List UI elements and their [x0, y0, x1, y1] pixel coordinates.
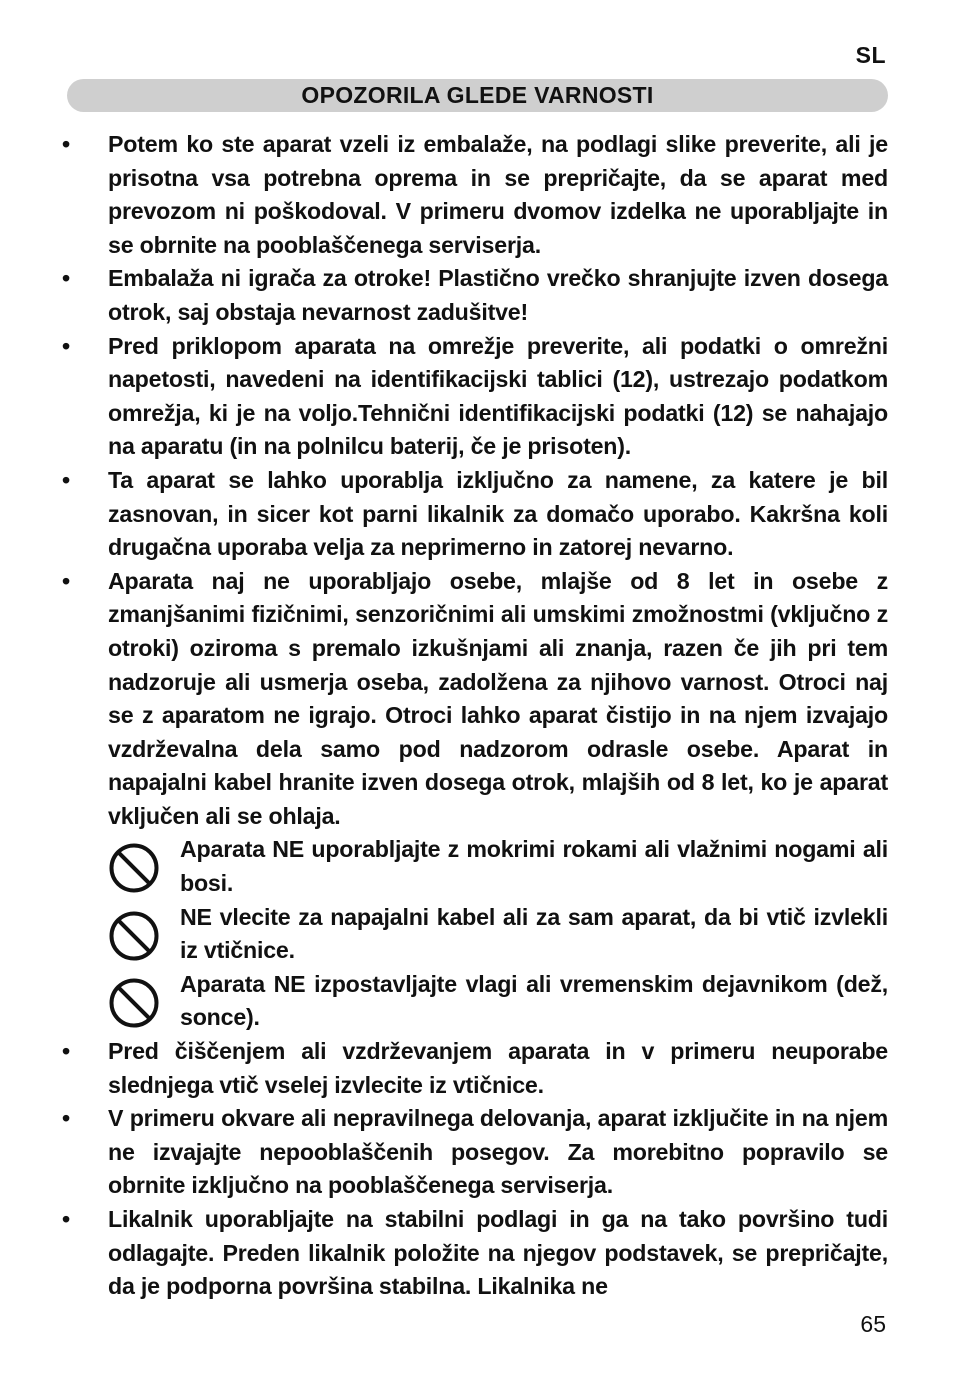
list-item-text: Pred čiščenjem ali vzdrževanjem aparata in v primeru neuporabe slednjega vtič vselej izvlecite iz vtičnice. [108, 1038, 888, 1098]
prohibition-icon [108, 968, 180, 1035]
list-item [62, 1203, 888, 1304]
prohibition-item [108, 901, 888, 968]
list-item [62, 464, 888, 565]
list-item [62, 262, 888, 329]
bullet: • [62, 567, 71, 594]
list-item-text: Likalnik uporabljajte na stabilni podlagi in ga na tako površino tudi odlagajte. Preden likalnik položite na njegov podstavek, se prepričajte, da je podporna površina stabilna. Likalnika ne [108, 1206, 888, 1300]
list-item [62, 128, 888, 262]
list-item [62, 1035, 888, 1102]
bullet: • [62, 332, 71, 359]
prohibition-item [108, 833, 888, 900]
list-item-text: Pred priklopom aparata na omrežje preverite, ali podatki o omrežni napetosti, navedeni na identifikacijski tablici (12), ustrezajo podatkom omrežja, ki je na voljo.Tehnični identifikacijski podatki (12) se nahajajo na aparatu (in na polnilcu baterij, če je prisoten). [108, 332, 888, 460]
language-code: SL [855, 42, 886, 68]
prohibition-icon [108, 901, 180, 968]
bullet: • [62, 1105, 71, 1132]
safety-warnings-list [62, 128, 888, 1304]
bullet: • [62, 1206, 71, 1232]
page-number: 65 [860, 1311, 886, 1337]
list-item-text: Ta aparat se lahko uporablja izključno za namene, za katere je bil zasnovan, in sicer kot parni likalnik za domačo uporabo. Kakršna koli drugačna uporaba velja za neprimerno in zatorej nevarno. [108, 466, 888, 561]
list-item [62, 565, 888, 834]
list-item-text: Embalaža ni igrača za otroke! Plastično vrečko shranjujte izven dosega otrok, saj obstaja nevarnost zadušitve! [108, 265, 888, 325]
section-title: OPOZORILA GLEDE VARNOSTI [301, 82, 654, 108]
section-title-bar [67, 79, 888, 112]
prohibition-text: NE vlecite za napajalni kabel ali za sam aparat, da bi vtič izvlekli iz vtičnice. [180, 903, 888, 964]
bullet: • [62, 131, 71, 157]
bullet: • [62, 1038, 71, 1065]
prohibition-text: Aparata NE izpostavljajte vlagi ali vremenskim dejavnikom (dež, sonce). [180, 970, 888, 1031]
bullet: • [62, 466, 71, 493]
list-item-text: Potem ko ste aparat vzeli iz embalaže, na podlagi slike preverite, ali je prisotna vsa potrebna oprema in se prepričajte, da se aparat med prevozom ni poškodoval. V primeru dvomov izdelka ne uporabljajte in se obrnite na pooblaščenega serviserja. [108, 131, 888, 258]
list-item [62, 1102, 888, 1203]
list-item [62, 330, 888, 464]
bullet: • [62, 265, 71, 292]
prohibition-item [108, 968, 888, 1035]
prohibition-text: Aparata NE uporabljajte z mokrimi rokami ali vlažnimi nogami ali bosi. [180, 836, 888, 897]
prohibition-icon [108, 833, 180, 900]
list-item-text: V primeru okvare ali nepravilnega delovanja, aparat izključite in na njem ne izvajajte nepooblaščenih posegov. Za morebitno popravilo se obrnite izključno na pooblaščenega serviserja. [108, 1105, 888, 1199]
list-item-text: Aparata naj ne uporabljajo osebe, mlajše od 8 let in osebe z zmanjšanimi fizičnimi, senzoričnimi ali umskimi zmožnostmi (vključno z otroki) oziroma s premalo izkušnjami ali znanja, razen če jih pri tem nadzoruje ali usmerja oseba, zadolžena za njihovo varnost. Otroci naj se z aparatom ne igrajo. Otroci lahko aparat čistijo in na njem izvajajo vzdrževalna dela samo pod nadzorom odrasle osebe. Aparat in napajalni kabel hranite izven dosega otrok, mlajših od 8 let, ko je aparat vključen ali se ohlaja. [108, 567, 888, 829]
